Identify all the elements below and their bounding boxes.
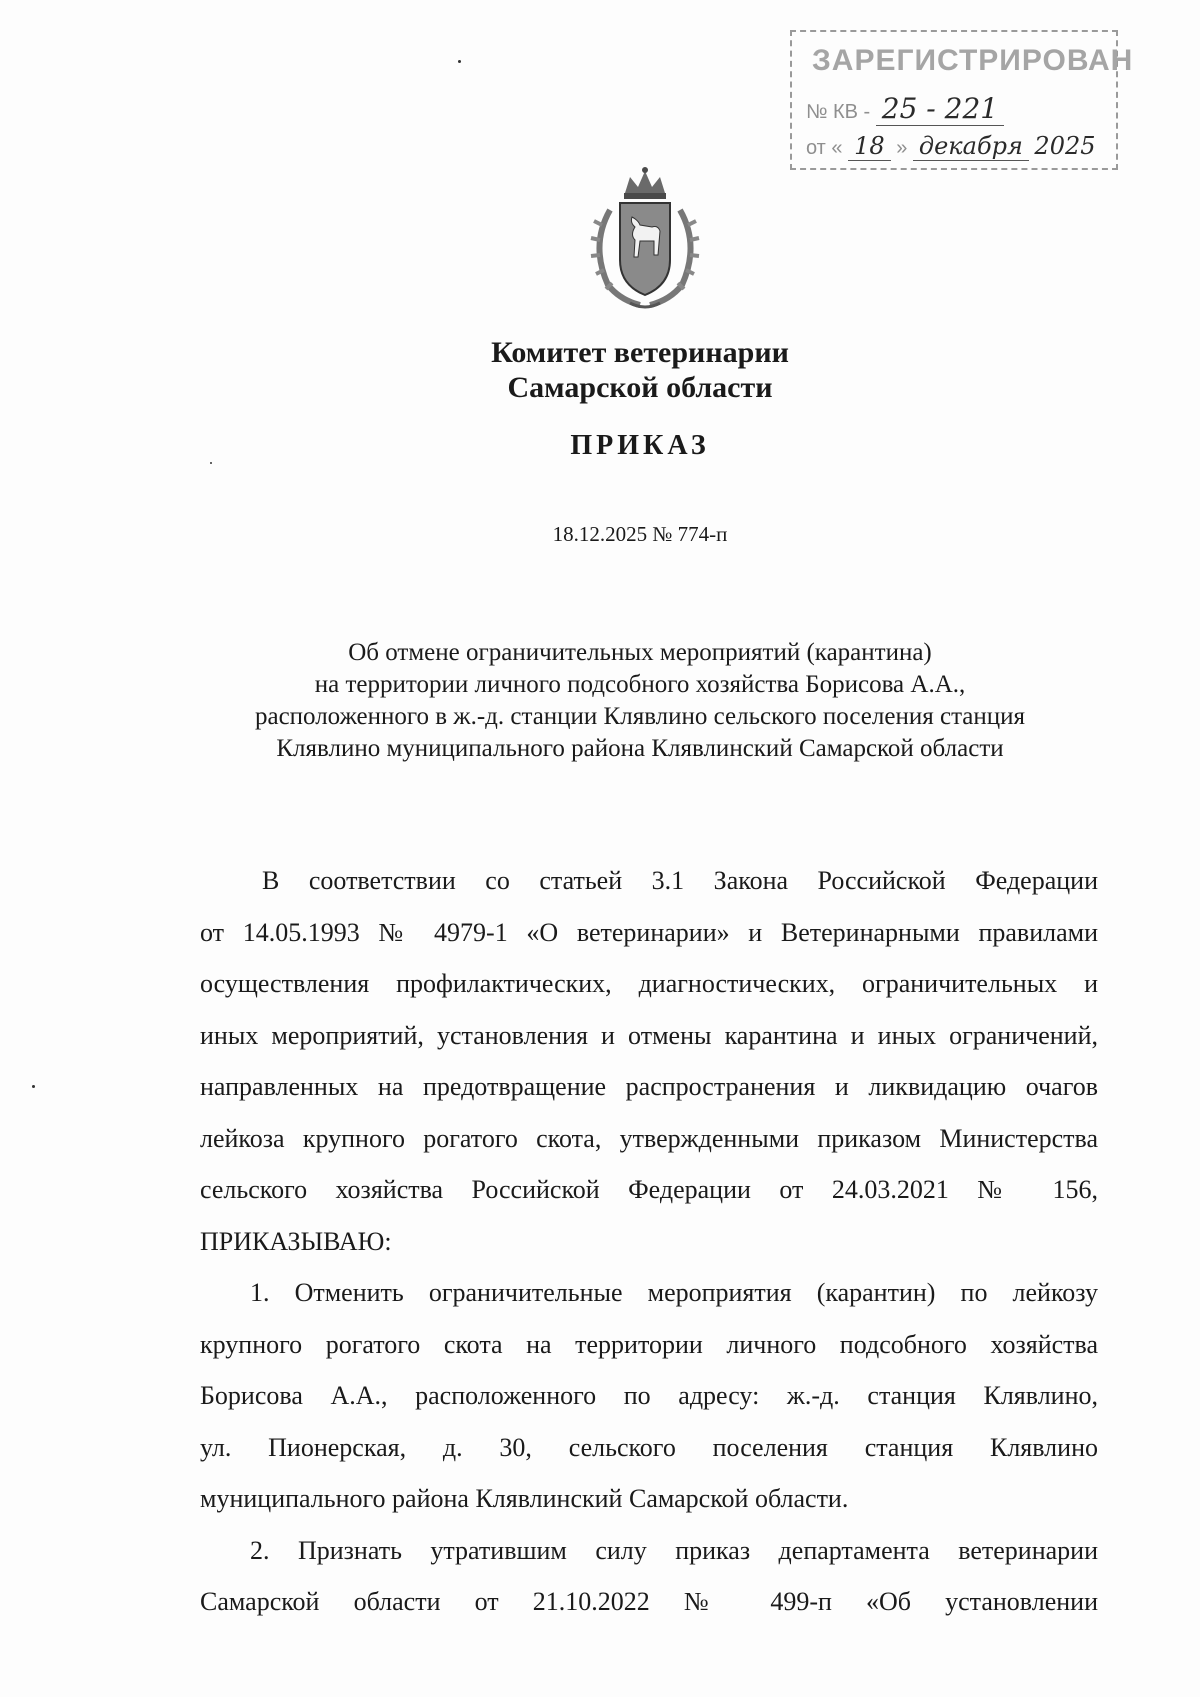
organization-name-line1: Комитет ветеринарии [491, 336, 789, 369]
body-line: Борисова А.А., расположенного по адресу: ж.-д. станция Клявлино, [200, 1381, 1098, 1410]
body-line: ул. Пионерская, д. 30, сельского поселения станция Клявлино [200, 1432, 1098, 1462]
title-line: Об отмене ограничительных мероприятий (карантина) [348, 639, 932, 666]
scan-speck [210, 462, 212, 464]
stamp-title: ЗАРЕГИСТРИРОВАН [812, 44, 1134, 77]
item-1-paragraph [200, 1267, 1098, 1525]
body-line: Самарской области от 21.10.2022 № 499-п «Об установлении [200, 1587, 1098, 1616]
organization-name-line2: Самарской области [507, 371, 773, 404]
body-line: от 14.05.1993 № 4979-1 «О ветеринарии» и Ветеринарными правилами [200, 917, 1098, 947]
scan-speck [458, 60, 461, 63]
item-2-paragraph [200, 1525, 1098, 1628]
document-date-number: 18.12.2025 № 774-п [552, 522, 728, 546]
body-line: направленных на предотвращение распространения и ликвидацию очагов [200, 1072, 1098, 1101]
document-body [200, 855, 1098, 1628]
stamp-date-day: 18 [848, 132, 891, 161]
stamp-date-year: 2025 [1034, 132, 1096, 160]
document-title [40, 637, 1200, 765]
document-type: ПРИКАЗ [570, 430, 710, 461]
body-line: осуществления профилактических, диагностических, ограничительных и [200, 969, 1098, 998]
body-line: муниципального района Клявлинский Самарской области. [200, 1484, 849, 1513]
stamp-date-prefix: от « [806, 137, 843, 159]
stamp-number-line [806, 92, 1004, 125]
registration-stamp [790, 30, 1134, 170]
preamble-paragraph [200, 855, 1098, 1267]
coat-of-arms-icon [580, 165, 710, 315]
title-line: на территории личного подсобного хозяйства Борисова А.А., [314, 671, 966, 698]
body-line: крупного рогатого скота на территории личного подсобного хозяйства [200, 1329, 1098, 1359]
body-line: 1. Отменить ограничительные мероприятия (карантин) по лейкозу [250, 1278, 1098, 1307]
body-line: 2. Признать утратившим силу приказ департамента ветеринарии [250, 1535, 1098, 1565]
scan-speck [32, 1085, 35, 1088]
body-line: сельского хозяйства Российской Федерации от 24.03.2021 № 156, [200, 1175, 1098, 1204]
body-line: иных мероприятий, установления и отмены карантина и иных ограничений, [200, 1020, 1098, 1050]
stamp-date-month: декабря [913, 132, 1029, 161]
stamp-date-line [806, 132, 1096, 160]
stamp-number-prefix: № КВ - [806, 101, 871, 123]
stamp-number-handwritten: 25 - 221 [876, 92, 1004, 126]
body-line-order-word: ПРИКАЗЫВАЮ: [200, 1226, 392, 1256]
body-line: В соответствии со статьей 3.1 Закона Российской Федерации [262, 866, 1098, 895]
title-line: Клявлино муниципального района Клявлинский Самарской области [276, 735, 1004, 762]
body-line: лейкоза крупного рогатого скота, утвержденными приказом Министерства [200, 1123, 1098, 1153]
stamp-date-mid: » [896, 137, 908, 159]
title-line: расположенного в ж.-д. станции Клявлино сельского поселения станция [254, 703, 1026, 730]
